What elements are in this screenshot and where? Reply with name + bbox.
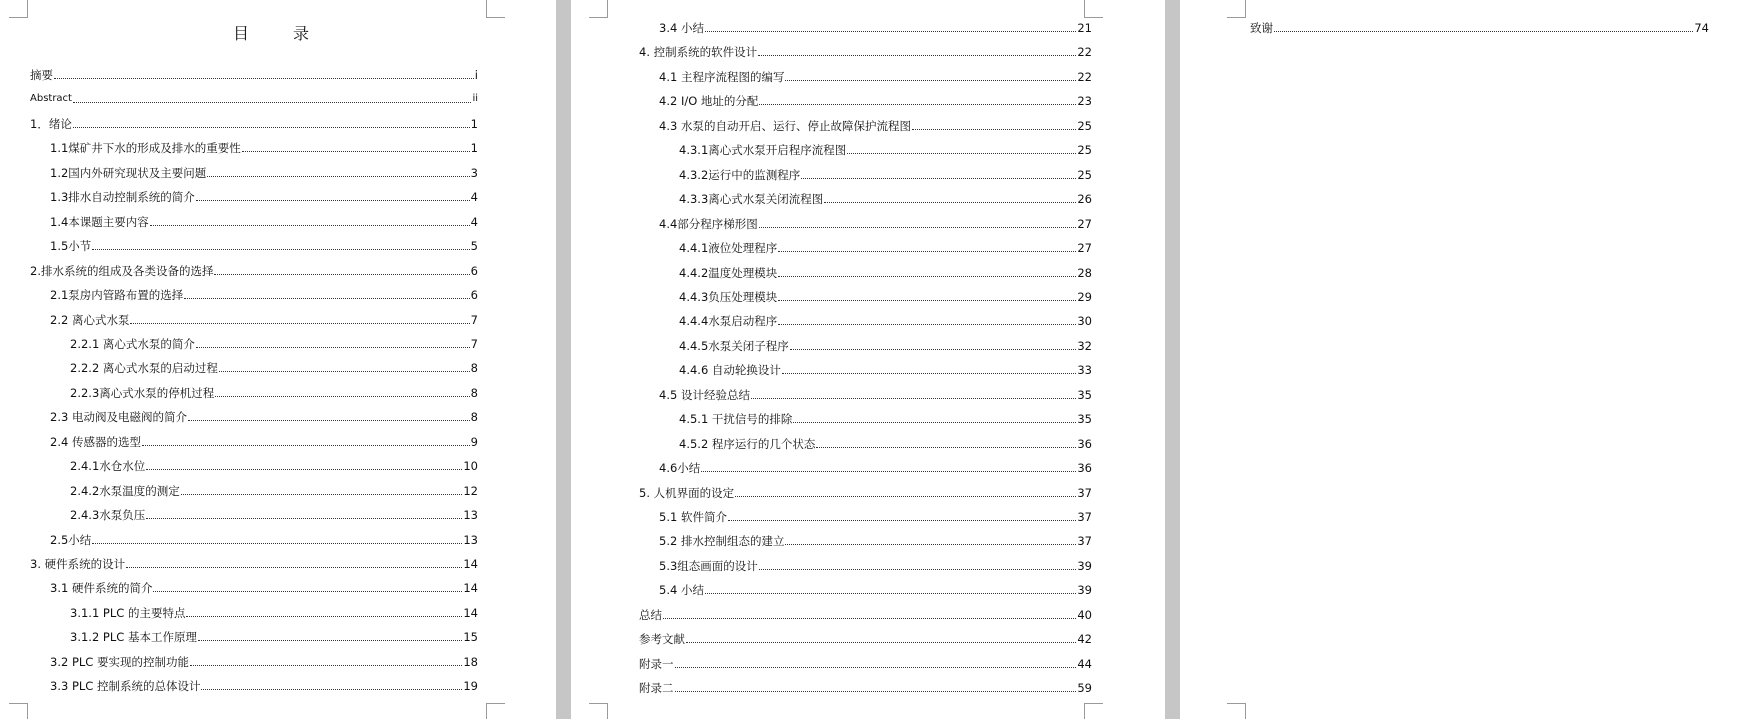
toc-leader-dots xyxy=(778,300,1076,301)
toc-page-number: 19 xyxy=(463,679,478,693)
toc-leader-dots xyxy=(790,349,1077,350)
toc-entry[interactable] xyxy=(50,188,478,204)
toc-page-number: 9 xyxy=(470,435,478,449)
toc-page-number: 33 xyxy=(1077,363,1092,377)
toc-page-number: 14 xyxy=(463,557,478,571)
toc-entry[interactable] xyxy=(70,384,478,400)
toc-entry-label: 3.4 小结 xyxy=(659,21,704,35)
toc-entry-label: 2.排水系统的组成及各类设备的选择 xyxy=(30,264,214,278)
margin-mark-bottom-left xyxy=(9,703,28,719)
toc-leader-dots xyxy=(816,447,1076,448)
margin-mark-top-right xyxy=(486,0,505,18)
toc-leader-dots xyxy=(663,618,1076,619)
toc-entry-label: 2.4.1水仓水位 xyxy=(70,459,146,473)
toc-entry[interactable] xyxy=(679,288,1092,304)
toc-page-number: 25 xyxy=(1077,119,1092,133)
toc-entry[interactable] xyxy=(659,215,1092,231)
toc-entry[interactable] xyxy=(639,630,1092,646)
toc-entry[interactable] xyxy=(50,139,478,155)
toc-entry[interactable] xyxy=(30,66,478,82)
toc-entry[interactable] xyxy=(679,166,1092,182)
toc-leader-dots xyxy=(201,689,462,690)
toc-page-number: 8 xyxy=(470,361,478,375)
toc-entry-label: 5.4 小结 xyxy=(659,583,704,597)
toc-page-number: 44 xyxy=(1077,657,1092,671)
toc-page-number: 6 xyxy=(470,288,478,302)
toc-entry[interactable] xyxy=(639,484,1092,500)
toc-entry[interactable] xyxy=(659,386,1092,402)
toc-entry[interactable] xyxy=(659,117,1092,133)
toc-entry[interactable] xyxy=(50,653,478,669)
toc-page-number: 37 xyxy=(1077,486,1092,500)
toc-leader-dots xyxy=(54,78,474,79)
toc-entry-label: 2.3 电动阀及电磁阀的简介 xyxy=(50,410,187,424)
toc-page-number: 14 xyxy=(463,581,478,595)
toc-page-number: 35 xyxy=(1077,412,1092,426)
toc-page-number: 6 xyxy=(470,264,478,278)
toc-entry[interactable] xyxy=(679,410,1092,426)
toc-leader-dots xyxy=(1274,31,1693,32)
toc-page-number: 40 xyxy=(1077,608,1092,622)
toc-leader-dots xyxy=(150,225,470,226)
document-page-3 xyxy=(1180,0,1750,719)
toc-leader-dots xyxy=(782,373,1076,374)
toc-leader-dots xyxy=(142,445,470,446)
toc-entry[interactable] xyxy=(70,604,478,620)
toc-entry-label: Abstract xyxy=(30,93,72,104)
toc-entry[interactable] xyxy=(659,557,1092,573)
toc-entry[interactable] xyxy=(659,581,1092,597)
toc-entry-label: 2.1泵房内管路布置的选择 xyxy=(50,288,184,302)
toc-entry[interactable] xyxy=(30,262,478,278)
toc-page-number: 37 xyxy=(1077,534,1092,548)
toc-entry[interactable] xyxy=(679,190,1092,206)
toc-entry-label: 1.1煤矿井下水的形成及排水的重要性 xyxy=(50,141,241,155)
toc-leader-dots xyxy=(186,616,462,617)
toc-leader-dots xyxy=(242,151,470,152)
toc-entry[interactable] xyxy=(70,506,478,522)
toc-leader-dots xyxy=(675,691,1077,692)
toc-leader-dots xyxy=(215,396,469,397)
toc-entry-label: 2.2 离心式水泵 xyxy=(50,313,130,327)
toc-entry-label: 2.2.1 离心式水泵的简介 xyxy=(70,337,195,351)
toc-entry-label: 3.3 PLC 控制系统的总体设计 xyxy=(50,679,201,693)
toc-entry[interactable] xyxy=(679,337,1092,353)
toc-entry[interactable] xyxy=(659,459,1092,475)
toc-page-number: 22 xyxy=(1077,70,1092,84)
toc-entry-label: 1．绪论 xyxy=(30,117,72,131)
toc-entry[interactable] xyxy=(679,141,1092,157)
toc-page-number: 10 xyxy=(463,459,478,473)
toc-entry-label: 参考文献 xyxy=(639,632,685,646)
toc-leader-dots xyxy=(778,251,1076,252)
toc-entry-label: 1.2国内外研究现状及主要问题 xyxy=(50,166,207,180)
toc-page-number: 32 xyxy=(1077,339,1092,353)
toc-page-number: 39 xyxy=(1077,583,1092,597)
toc-page-number: 7 xyxy=(470,337,478,351)
toc-entry[interactable] xyxy=(70,628,478,644)
toc-page-number: 36 xyxy=(1077,437,1092,451)
toc-page-number: 14 xyxy=(463,606,478,620)
toc-entry-label: 致谢 xyxy=(1250,21,1273,35)
toc-entry[interactable] xyxy=(50,677,478,693)
toc-entry-label: 4.4.4水泵启动程序 xyxy=(679,314,778,328)
margin-mark-top-left xyxy=(1227,0,1246,18)
toc-leader-dots xyxy=(735,496,1076,497)
toc-leader-dots xyxy=(130,323,469,324)
toc-entry-label: 2.2.3离心式水泵的停机过程 xyxy=(70,386,215,400)
toc-page-number: 3 xyxy=(470,166,478,180)
toc-entry[interactable] xyxy=(1250,19,1709,35)
toc-page-number: 5 xyxy=(470,239,478,253)
toc-leader-dots xyxy=(92,249,469,250)
toc-entry-label: 2.4 传感器的选型 xyxy=(50,435,141,449)
toc-entry[interactable] xyxy=(50,213,478,229)
toc-entry[interactable] xyxy=(50,311,478,327)
toc-leader-dots xyxy=(728,520,1076,521)
margin-mark-bottom-left xyxy=(589,703,608,719)
toc-leader-dots xyxy=(126,567,462,568)
toc-page-number: 12 xyxy=(463,484,478,498)
toc-leader-dots xyxy=(759,227,1077,228)
toc-entry-label: 3.1 硬件系统的简介 xyxy=(50,581,153,595)
toc-page-number: 4 xyxy=(470,215,478,229)
toc-entry[interactable] xyxy=(659,68,1092,84)
toc-entry-label: 4.4部分程序梯形图 xyxy=(659,217,758,231)
toc-entry-label: 3.2 PLC 要实现的控制功能 xyxy=(50,655,189,669)
toc-entry-label: 2.4.3水泵负压 xyxy=(70,508,146,522)
toc-leader-dots xyxy=(847,153,1076,154)
toc-leader-dots xyxy=(146,518,462,519)
toc-page-number: 39 xyxy=(1077,559,1092,573)
toc-entry-label: 4. 控制系统的软件设计 xyxy=(639,45,758,59)
toc-entry[interactable] xyxy=(70,359,478,375)
toc-entry-label: 摘要 xyxy=(30,68,53,82)
toc-page-number: 15 xyxy=(463,630,478,644)
toc-page-number: 18 xyxy=(463,655,478,669)
toc-leader-dots xyxy=(759,569,1077,570)
toc-page-number: 36 xyxy=(1077,461,1092,475)
toc-entry-label: 5.1 软件简介 xyxy=(659,510,727,524)
toc-leader-dots xyxy=(73,127,470,128)
margin-mark-top-left xyxy=(9,0,28,18)
toc-leader-dots xyxy=(219,371,470,372)
document-page-2 xyxy=(571,0,1165,719)
toc-page-number: 13 xyxy=(463,533,478,547)
toc-entry-label: 总结 xyxy=(639,608,662,622)
toc-entry-label: 4.5.1 干扰信号的排除 xyxy=(679,412,793,426)
toc-entry[interactable] xyxy=(679,312,1092,328)
toc-entry[interactable] xyxy=(70,482,478,498)
toc-page-number: 21 xyxy=(1077,21,1092,35)
toc-leader-dots xyxy=(793,422,1076,423)
margin-mark-top-left xyxy=(589,0,608,18)
toc-entry-label: 4.6小结 xyxy=(659,461,701,475)
toc-leader-dots xyxy=(73,102,471,103)
toc-entry-label: 2.4.2水泵温度的测定 xyxy=(70,484,180,498)
toc-leader-dots xyxy=(785,80,1076,81)
toc-entry-label: 4.3.3离心式水泵关闭流程图 xyxy=(679,192,824,206)
toc-page-number: 27 xyxy=(1077,217,1092,231)
toc-entry[interactable] xyxy=(659,92,1092,108)
toc-entry-label: 4.1 主程序流程图的编写 xyxy=(659,70,785,84)
margin-mark-bottom-right xyxy=(1084,703,1103,719)
margin-mark-bottom-right xyxy=(486,703,505,719)
toc-entry[interactable] xyxy=(70,335,478,351)
toc-entry-label: 4.4.1液位处理程序 xyxy=(679,241,778,255)
toc-page-number: 22 xyxy=(1077,45,1092,59)
toc-leader-dots xyxy=(705,593,1076,594)
toc-entry[interactable] xyxy=(30,555,478,571)
toc-entry[interactable] xyxy=(50,286,478,302)
toc-entry[interactable] xyxy=(639,679,1092,695)
toc-entry-label: 5.2 排水控制组态的建立 xyxy=(659,534,785,548)
toc-entry-label: 2.2.2 离心式水泵的启动过程 xyxy=(70,361,218,375)
toc-leader-dots xyxy=(778,324,1076,325)
toc-page-number: 25 xyxy=(1077,168,1092,182)
toc-page-number: 1 xyxy=(470,141,478,155)
toc-page-number: 1 xyxy=(470,117,478,131)
toc-entry[interactable] xyxy=(659,532,1092,548)
toc-leader-dots xyxy=(184,298,469,299)
toc-page-number: 4 xyxy=(470,190,478,204)
toc-entry-label: 4.3 水泵的自动开启、运行、停止故障保护流程图 xyxy=(659,119,911,133)
toc-leader-dots xyxy=(751,398,1076,399)
toc-leader-dots xyxy=(198,640,462,641)
toc-entry-label: 5.3组态画面的设计 xyxy=(659,559,758,573)
toc-entry-label: 4.2 I/O 地址的分配 xyxy=(659,94,759,108)
toc-page-number: 35 xyxy=(1077,388,1092,402)
toc-entry[interactable] xyxy=(30,115,478,131)
toc-page-number: 25 xyxy=(1077,143,1092,157)
toc-leader-dots xyxy=(214,274,469,275)
toc-leader-dots xyxy=(196,347,470,348)
toc-entry[interactable] xyxy=(639,655,1092,671)
toc-entry-label: 4.3.2运行中的监测程序 xyxy=(679,168,801,182)
toc-leader-dots xyxy=(675,667,1077,668)
toc-page-number: 13 xyxy=(463,508,478,522)
toc-leader-dots xyxy=(824,202,1076,203)
toc-leader-dots xyxy=(778,276,1076,277)
toc-page-number: ii xyxy=(472,93,478,104)
toc-leader-dots xyxy=(146,469,462,470)
toc-leader-dots xyxy=(705,31,1076,32)
toc-entry-label: 4.4.5水泵关闭子程序 xyxy=(679,339,789,353)
toc-page-number: 30 xyxy=(1077,314,1092,328)
toc-leader-dots xyxy=(196,200,470,201)
toc-entry[interactable] xyxy=(50,408,478,424)
toc-leader-dots xyxy=(190,665,462,666)
toc-entry[interactable] xyxy=(639,606,1092,622)
toc-page-number: 29 xyxy=(1077,290,1092,304)
toc-leader-dots xyxy=(686,642,1076,643)
toc-entry[interactable] xyxy=(659,508,1092,524)
toc-entry[interactable] xyxy=(679,361,1092,377)
toc-entry-label: 5. 人机界面的设定 xyxy=(639,486,735,500)
toc-page-number: 27 xyxy=(1077,241,1092,255)
margin-mark-bottom-left xyxy=(1227,703,1246,719)
toc-entry-label: 4.4.6 自动轮换设计 xyxy=(679,363,781,377)
toc-entry[interactable] xyxy=(50,579,478,595)
toc-page-number: 23 xyxy=(1077,94,1092,108)
toc-entry[interactable] xyxy=(30,90,478,106)
toc-entry-label: 4.5.2 程序运行的几个状态 xyxy=(679,437,816,451)
document-page-1 xyxy=(0,0,556,719)
toc-entry-label: 4.3.1离心式水泵开启程序流程图 xyxy=(679,143,847,157)
toc-leader-dots xyxy=(92,543,462,544)
toc-entry[interactable] xyxy=(639,43,1092,59)
toc-entry[interactable] xyxy=(50,433,478,449)
toc-entry-label: 附录二 xyxy=(639,681,674,695)
toc-entry-label: 附录一 xyxy=(639,657,674,671)
toc-leader-dots xyxy=(758,55,1076,56)
toc-page-number: 28 xyxy=(1077,266,1092,280)
toc-entry-label: 3.1.2 PLC 基本工作原理 xyxy=(70,630,197,644)
toc-leader-dots xyxy=(207,176,469,177)
toc-entry-label: 4.4.3负压处理模块 xyxy=(679,290,778,304)
toc-page-number: 7 xyxy=(470,313,478,327)
toc-leader-dots xyxy=(801,178,1076,179)
toc-entry[interactable] xyxy=(679,264,1092,280)
toc-entry[interactable] xyxy=(679,239,1092,255)
toc-leader-dots xyxy=(785,544,1076,545)
toc-page-number: 74 xyxy=(1694,21,1709,35)
toc-title: 目 录 xyxy=(232,24,323,43)
toc-entry[interactable] xyxy=(50,531,478,547)
toc-entry[interactable] xyxy=(659,19,1092,35)
toc-entry-label: 1.3排水自动控制系统的简介 xyxy=(50,190,195,204)
toc-entry-label: 3. 硬件系统的设计 xyxy=(30,557,126,571)
toc-page-number: 8 xyxy=(470,386,478,400)
toc-entry-label: 2.5小结 xyxy=(50,533,92,547)
toc-page-number: i xyxy=(474,68,478,82)
toc-page-number: 37 xyxy=(1077,510,1092,524)
toc-entry[interactable] xyxy=(50,237,478,253)
toc-leader-dots xyxy=(912,129,1076,130)
margin-mark-top-right xyxy=(1084,0,1103,18)
toc-page-number: 26 xyxy=(1077,192,1092,206)
toc-entry[interactable] xyxy=(679,435,1092,451)
toc-page-number: 59 xyxy=(1077,681,1092,695)
toc-leader-dots xyxy=(181,494,463,495)
toc-leader-dots xyxy=(759,104,1076,105)
toc-leader-dots xyxy=(188,420,470,421)
toc-page-number: 8 xyxy=(470,410,478,424)
toc-entry-label: 4.5 设计经验总结 xyxy=(659,388,750,402)
toc-entry[interactable] xyxy=(70,457,478,473)
toc-leader-dots xyxy=(153,591,462,592)
toc-entry-label: 1.4本课题主要内容 xyxy=(50,215,149,229)
toc-entry-label: 4.4.2温度处理模块 xyxy=(679,266,778,280)
toc-leader-dots xyxy=(701,471,1076,472)
toc-entry-label: 3.1.1 PLC 的主要特点 xyxy=(70,606,186,620)
toc-page-number: 42 xyxy=(1077,632,1092,646)
toc-entry-label: 1.5小节 xyxy=(50,239,92,253)
toc-entry[interactable] xyxy=(50,164,478,180)
